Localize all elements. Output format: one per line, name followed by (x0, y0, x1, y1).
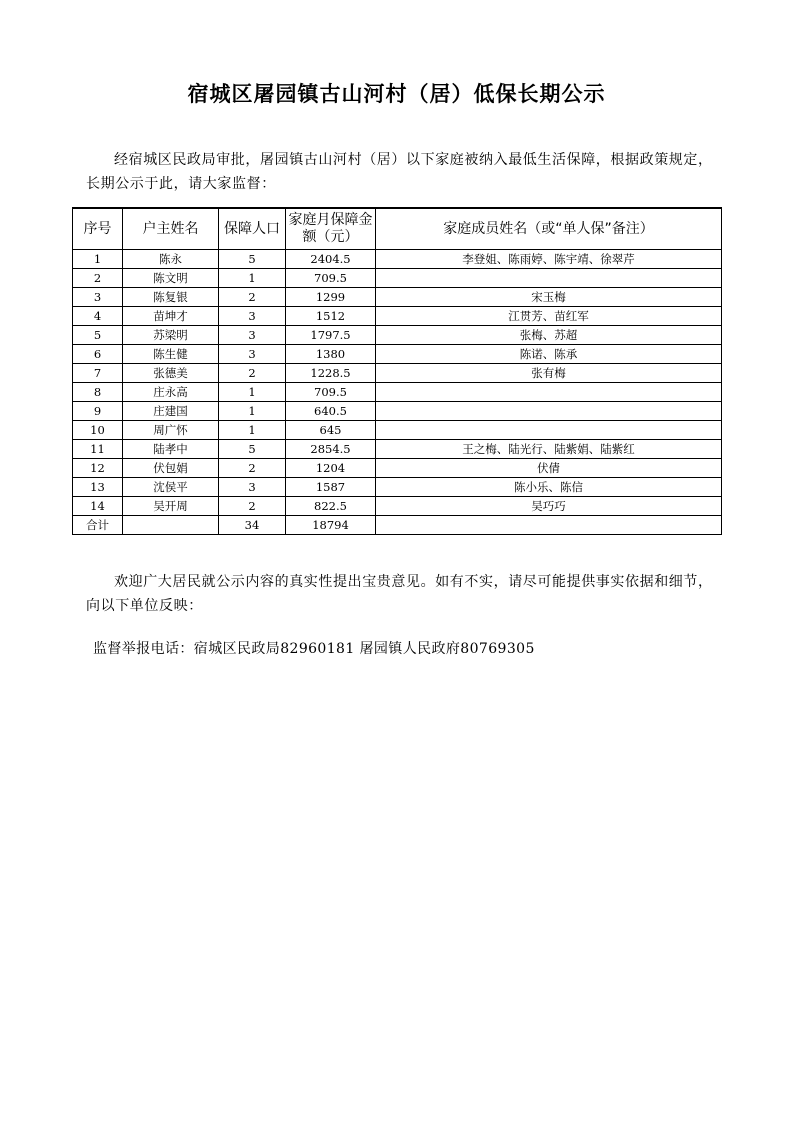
cell-household-head: 沈侯平 (123, 478, 219, 497)
cell-household-head: 庄建国 (123, 402, 219, 421)
table-row (73, 326, 722, 345)
table-row (73, 497, 722, 516)
table-row (73, 459, 722, 478)
contact-line: 监督举报电话：宿城区民政局82960181 屠园镇人民政府80769305 (93, 641, 535, 657)
cell-seq: 9 (73, 402, 123, 421)
feedback-paragraph: 欢迎广大居民就公示内容的真实性提出宝贵意见。如有不实，请尽可能提供事实依据和细节，向以下单位反映： (86, 574, 713, 614)
cell-covered-people: 2 (219, 364, 286, 383)
total-amount: 18794 (286, 516, 376, 535)
table-header-row (73, 208, 722, 250)
table-row (73, 440, 722, 459)
cell-covered-people: 3 (219, 345, 286, 364)
cell-seq: 2 (73, 269, 123, 288)
cell-household-head: 陈永 (123, 250, 219, 269)
table-row (73, 364, 722, 383)
cell-seq: 3 (73, 288, 123, 307)
subsistence-roster-table (72, 207, 722, 535)
cell-monthly-amount: 1380 (286, 345, 376, 364)
total-people: 34 (219, 516, 286, 535)
cell-family-members: 陈诺、陈承 (376, 345, 722, 364)
total-members-empty-cell (376, 516, 722, 535)
cell-family-members (376, 269, 722, 288)
table-row (73, 307, 722, 326)
cell-household-head: 苗坤才 (123, 307, 219, 326)
cell-family-members: 张有梅 (376, 364, 722, 383)
cell-monthly-amount: 1512 (286, 307, 376, 326)
cell-family-members (376, 421, 722, 440)
cell-family-members: 陈小乐、陈信 (376, 478, 722, 497)
cell-seq: 10 (73, 421, 123, 440)
cell-family-members: 吴巧巧 (376, 497, 722, 516)
header-seq: 序号 (73, 208, 123, 250)
page-title: 宿城区屠园镇古山河村（居）低保长期公示 (187, 81, 606, 106)
cell-family-members: 张梅、苏超 (376, 326, 722, 345)
header-monthly-amount: 家庭月保障金额（元） (286, 208, 376, 250)
total-empty-cell (123, 516, 219, 535)
table-row (73, 402, 722, 421)
header-household-head: 户主姓名 (123, 208, 219, 250)
cell-covered-people: 2 (219, 497, 286, 516)
table-row (73, 269, 722, 288)
cell-family-members: 宋玉梅 (376, 288, 722, 307)
table-row (73, 288, 722, 307)
cell-monthly-amount: 2404.5 (286, 250, 376, 269)
cell-household-head: 陈生健 (123, 345, 219, 364)
header-family-members: 家庭成员姓名（或“单人保”备注） (376, 208, 722, 250)
cell-monthly-amount: 1228.5 (286, 364, 376, 383)
cell-seq: 1 (73, 250, 123, 269)
cell-household-head: 周广怀 (123, 421, 219, 440)
cell-monthly-amount: 645 (286, 421, 376, 440)
table-row (73, 250, 722, 269)
cell-monthly-amount: 640.5 (286, 402, 376, 421)
header-covered-people: 保障人口 (219, 208, 286, 250)
cell-household-head: 苏梁明 (123, 326, 219, 345)
cell-covered-people: 2 (219, 459, 286, 478)
cell-household-head: 庄永高 (123, 383, 219, 402)
table-total-row (73, 516, 722, 535)
cell-household-head: 张德美 (123, 364, 219, 383)
cell-family-members: 李登姐、陈雨婷、陈宇靖、徐翠芹 (376, 250, 722, 269)
table-row (73, 478, 722, 497)
table-row (73, 383, 722, 402)
cell-seq: 4 (73, 307, 123, 326)
cell-covered-people: 3 (219, 326, 286, 345)
cell-covered-people: 1 (219, 402, 286, 421)
cell-monthly-amount: 709.5 (286, 269, 376, 288)
cell-monthly-amount: 1587 (286, 478, 376, 497)
cell-covered-people: 1 (219, 421, 286, 440)
cell-monthly-amount: 822.5 (286, 497, 376, 516)
cell-family-members (376, 383, 722, 402)
cell-covered-people: 5 (219, 250, 286, 269)
cell-household-head: 陆孝中 (123, 440, 219, 459)
cell-covered-people: 1 (219, 383, 286, 402)
total-label: 合计 (73, 516, 123, 535)
cell-family-members (376, 402, 722, 421)
cell-monthly-amount: 2854.5 (286, 440, 376, 459)
table-row (73, 421, 722, 440)
table-row (73, 345, 722, 364)
cell-seq: 12 (73, 459, 123, 478)
cell-covered-people: 2 (219, 288, 286, 307)
cell-covered-people: 1 (219, 269, 286, 288)
cell-seq: 7 (73, 364, 123, 383)
cell-household-head: 陈复银 (123, 288, 219, 307)
cell-family-members: 王之梅、陆光行、陆紫娟、陆紫红 (376, 440, 722, 459)
cell-household-head: 吴开周 (123, 497, 219, 516)
cell-seq: 5 (73, 326, 123, 345)
cell-monthly-amount: 1299 (286, 288, 376, 307)
cell-household-head: 伏包娟 (123, 459, 219, 478)
cell-seq: 11 (73, 440, 123, 459)
table-body (73, 250, 722, 516)
intro-paragraph: 经宿城区民政局审批，屠园镇古山河村（居）以下家庭被纳入最低生活保障，根据政策规定，长期公示于此，请大家监督： (86, 152, 713, 192)
cell-covered-people: 3 (219, 478, 286, 497)
cell-monthly-amount: 1797.5 (286, 326, 376, 345)
cell-monthly-amount: 1204 (286, 459, 376, 478)
cell-seq: 14 (73, 497, 123, 516)
cell-covered-people: 5 (219, 440, 286, 459)
cell-seq: 6 (73, 345, 123, 364)
cell-family-members: 江贯芳、苗红军 (376, 307, 722, 326)
cell-family-members: 伏倩 (376, 459, 722, 478)
cell-household-head: 陈文明 (123, 269, 219, 288)
cell-seq: 8 (73, 383, 123, 402)
cell-monthly-amount: 709.5 (286, 383, 376, 402)
cell-covered-people: 3 (219, 307, 286, 326)
cell-seq: 13 (73, 478, 123, 497)
